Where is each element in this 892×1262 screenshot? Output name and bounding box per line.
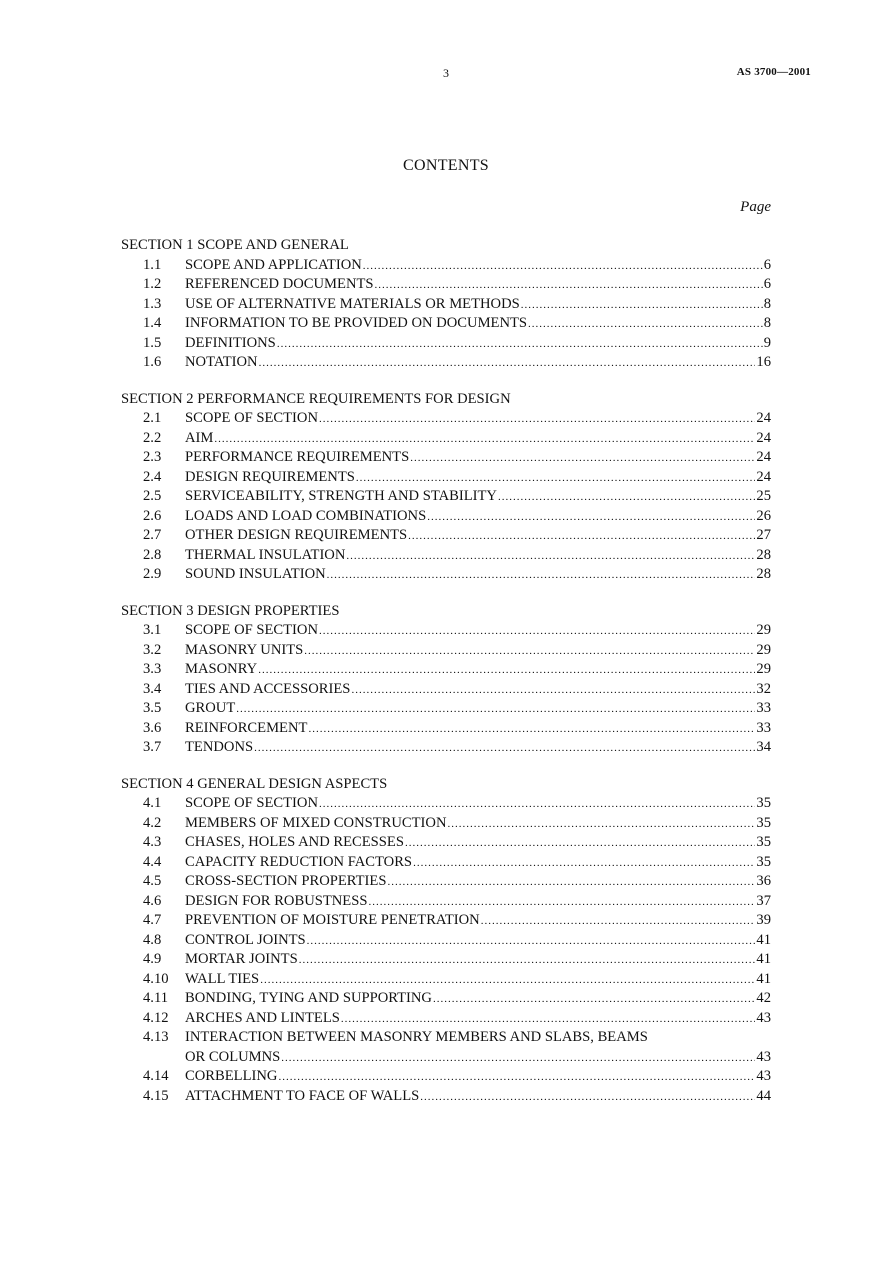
clause-title: REFERENCED DOCUMENTS	[185, 276, 374, 292]
dot-leader	[258, 661, 755, 681]
toc-entry[interactable]	[121, 872, 771, 892]
toc-entry[interactable]	[121, 468, 771, 488]
clause-number: 3.2	[143, 641, 162, 658]
clause-number: 3.4	[143, 680, 162, 697]
clause-title: BONDING, TYING AND SUPPORTING	[185, 990, 432, 1006]
clause-title: WALL TIES	[185, 970, 260, 987]
dot-leader	[427, 508, 755, 528]
clause-title: THERMAL INSULATION	[185, 546, 346, 563]
page-ref: 43	[756, 1048, 771, 1065]
dot-leader	[319, 622, 755, 642]
toc-entry[interactable]	[121, 295, 771, 315]
page-ref: 34	[756, 739, 771, 755]
clause-title: AIM	[185, 429, 214, 446]
clause-title: TIES AND ACCESSORIES	[185, 680, 351, 697]
toc-entry[interactable]	[121, 314, 771, 334]
page-ref: 24	[756, 410, 771, 426]
clause-number: 4.3	[143, 834, 162, 850]
toc-entry[interactable]	[121, 699, 771, 719]
page-ref: 26	[756, 507, 771, 524]
clause-title: SCOPE OF SECTION	[185, 795, 318, 811]
clause-number: 3.6	[143, 719, 162, 736]
clause-number: 1.6	[143, 354, 162, 370]
clause-title: ATTACHMENT TO FACE OF WALLS	[185, 1087, 420, 1104]
dot-leader	[408, 527, 755, 547]
toc-entry[interactable]	[121, 526, 771, 546]
toc-entry[interactable]	[121, 448, 771, 468]
page-ref: 29	[756, 622, 771, 638]
dot-leader	[259, 354, 756, 374]
clause-number: 2.9	[143, 566, 162, 582]
clause-title: MEMBERS OF MIXED CONSTRUCTION	[185, 814, 447, 831]
clause-number: 4.9	[143, 951, 162, 967]
dot-leader	[341, 1010, 756, 1030]
page-column-label: Page	[740, 199, 771, 215]
clause-number: 4.10	[143, 970, 169, 987]
clause-number: 3.5	[143, 700, 162, 716]
clause-number: 4.7	[143, 912, 162, 928]
clause-number: 2.5	[143, 488, 162, 504]
page-ref: 9	[763, 334, 771, 351]
toc-section	[121, 775, 771, 1107]
dot-leader	[254, 739, 755, 759]
toc-entry[interactable]	[121, 409, 771, 429]
clause-number: 4.1	[143, 795, 162, 811]
dot-leader	[281, 1049, 755, 1069]
page-ref: 29	[756, 641, 771, 658]
clause-title: SCOPE AND APPLICATION	[185, 256, 362, 273]
toc-entry[interactable]	[121, 334, 771, 354]
dot-leader	[363, 257, 763, 277]
clause-number: 3.3	[143, 661, 162, 677]
dot-leader	[214, 430, 755, 450]
page-ref: 42	[756, 990, 771, 1006]
dot-leader	[307, 932, 756, 952]
dot-leader	[356, 469, 756, 489]
clause-title: CORBELLING	[185, 1068, 278, 1084]
clause-number: 4.11	[143, 990, 168, 1006]
clause-number: 3.7	[143, 739, 162, 755]
dot-leader	[299, 951, 756, 971]
clause-title: TENDONS	[185, 739, 254, 755]
toc-section	[121, 390, 771, 585]
clause-title: SCOPE OF SECTION	[185, 622, 318, 638]
toc-entry[interactable]	[121, 507, 771, 527]
section-heading: SECTION 4 GENERAL DESIGN ASPECTS	[121, 775, 388, 792]
page-ref: 44	[756, 1087, 771, 1104]
dot-leader	[346, 547, 755, 567]
clause-title: ARCHES AND LINTELS	[185, 1009, 340, 1026]
clause-number: 4.4	[143, 853, 162, 870]
page-ref: 28	[756, 546, 771, 563]
toc-entry[interactable]	[121, 546, 771, 566]
standard-designation: AS 3700—2001	[736, 66, 811, 78]
dot-leader	[433, 990, 755, 1010]
clause-title: MASONRY UNITS	[185, 641, 304, 658]
page-ref: 43	[756, 1068, 771, 1084]
clause-title: GROUT	[185, 700, 236, 716]
clause-title: CONTROL JOINTS	[185, 931, 306, 948]
page-ref: 36	[756, 873, 771, 889]
clause-title: USE OF ALTERNATIVE MATERIALS OR METHODS	[185, 295, 520, 312]
clause-title: DESIGN FOR ROBUSTNESS	[185, 892, 368, 909]
page-ref: 35	[756, 814, 771, 831]
clause-number: 2.1	[143, 410, 162, 426]
page-ref: 16	[756, 354, 771, 370]
clause-number: 4.2	[143, 814, 162, 831]
contents-title: CONTENTS	[403, 157, 489, 174]
section-heading: SECTION 1 SCOPE AND GENERAL	[121, 237, 349, 253]
toc-entry[interactable]	[121, 1009, 771, 1029]
clause-number: 2.3	[143, 449, 162, 465]
toc-entry[interactable]	[121, 931, 771, 951]
clause-title: NOTATION	[185, 354, 258, 370]
page-ref: 37	[756, 892, 771, 909]
dot-leader	[420, 1088, 755, 1108]
page-ref: 43	[756, 1009, 771, 1026]
page-ref: 32	[756, 680, 771, 697]
page-ref: 29	[756, 661, 771, 677]
toc-entry[interactable]	[121, 641, 771, 661]
toc-entry[interactable]	[121, 1028, 771, 1067]
clause-title: PREVENTION OF MOISTURE PENETRATION	[185, 912, 480, 928]
page-ref: 35	[756, 834, 771, 850]
dot-leader	[368, 893, 755, 913]
toc-entry[interactable]	[121, 1087, 771, 1107]
dot-leader	[498, 488, 755, 508]
clause-title: DESIGN REQUIREMENTS	[185, 468, 355, 485]
toc-entry[interactable]	[121, 660, 771, 680]
clause-title: PERFORMANCE REQUIREMENTS	[185, 449, 410, 465]
dot-leader	[387, 873, 755, 893]
dot-leader	[448, 815, 756, 835]
dot-leader	[410, 449, 755, 469]
toc-entry[interactable]	[121, 487, 771, 507]
page-ref: 35	[756, 795, 771, 811]
clause-title: MASONRY	[185, 661, 258, 677]
dot-leader	[528, 315, 763, 335]
page-ref: 6	[763, 256, 771, 273]
section-heading: SECTION 2 PERFORMANCE REQUIREMENTS FOR DESIGN	[121, 390, 511, 407]
page-ref: 6	[763, 276, 771, 292]
dot-leader	[405, 834, 755, 854]
clause-title: DEFINITIONS	[185, 334, 276, 351]
dot-leader	[319, 795, 755, 815]
toc-entry[interactable]	[121, 429, 771, 449]
clause-title: CROSS-SECTION PROPERTIES	[185, 873, 387, 889]
page-ref: 41	[756, 931, 771, 948]
clause-number: 2.4	[143, 468, 162, 485]
dot-leader	[278, 1068, 755, 1088]
page-ref: 39	[756, 912, 771, 928]
toc-entry[interactable]	[121, 853, 771, 873]
clause-number: 4.5	[143, 873, 162, 889]
dot-leader	[236, 700, 755, 720]
clause-number: 2.8	[143, 546, 162, 563]
page-ref: 35	[756, 853, 771, 870]
dot-leader	[413, 854, 755, 874]
clause-title: CAPACITY REDUCTION FACTORS	[185, 853, 413, 870]
clause-title: REINFORCEMENT	[185, 719, 308, 736]
clause-title: OR COLUMNS	[185, 1048, 281, 1065]
toc-section	[121, 602, 771, 758]
toc-entry[interactable]	[121, 275, 771, 295]
clause-number: 1.2	[143, 276, 162, 292]
page-ref: 24	[756, 429, 771, 446]
page-ref: 25	[756, 488, 771, 504]
toc-entry[interactable]	[121, 621, 771, 641]
clause-title: INFORMATION TO BE PROVIDED ON DOCUMENTS	[185, 315, 528, 331]
page-ref: 28	[756, 566, 771, 582]
dot-leader	[481, 912, 756, 932]
toc-entry[interactable]	[121, 719, 771, 739]
section-heading: SECTION 3 DESIGN PROPERTIES	[121, 602, 340, 619]
clause-title: LOADS AND LOAD COMBINATIONS	[185, 507, 427, 524]
toc-entry[interactable]	[121, 794, 771, 814]
page-number: 3	[443, 66, 449, 80]
dot-leader	[327, 566, 756, 586]
toc-entry[interactable]	[121, 565, 771, 585]
page-ref: 24	[756, 449, 771, 465]
clause-title: MORTAR JOINTS	[185, 951, 298, 967]
toc-entry[interactable]	[121, 256, 771, 276]
toc-entry[interactable]	[121, 738, 771, 758]
clause-title: SOUND INSULATION	[185, 566, 326, 582]
dot-leader	[277, 335, 763, 355]
dot-leader	[304, 642, 755, 662]
clause-number: 4.13	[143, 1029, 169, 1045]
toc-entry[interactable]	[121, 989, 771, 1009]
clause-number: 1.5	[143, 334, 162, 351]
clause-title: INTERACTION BETWEEN MASONRY MEMBERS AND SLABS, BEAMS	[185, 1029, 648, 1045]
toc-entry[interactable]	[121, 353, 771, 373]
page-ref: 41	[756, 951, 771, 967]
page-ref: 27	[756, 527, 771, 543]
toc-entry[interactable]	[121, 892, 771, 912]
toc-entry[interactable]	[121, 911, 771, 931]
page-ref: 41	[756, 970, 771, 987]
table-of-contents	[121, 236, 771, 1123]
clause-title: OTHER DESIGN REQUIREMENTS	[185, 527, 408, 543]
clause-number: 4.8	[143, 931, 162, 948]
clause-number: 4.6	[143, 892, 162, 909]
page-ref: 24	[756, 468, 771, 485]
clause-number: 4.12	[143, 1009, 169, 1026]
toc-entry[interactable]	[121, 680, 771, 700]
dot-leader	[521, 296, 763, 316]
toc-entry[interactable]	[121, 814, 771, 834]
clause-number: 2.6	[143, 507, 162, 524]
clause-number: 1.4	[143, 315, 162, 331]
clause-number: 2.2	[143, 429, 162, 446]
dot-leader	[319, 410, 755, 430]
clause-number: 2.7	[143, 527, 162, 543]
page-ref: 33	[756, 700, 771, 716]
clause-number: 4.14	[143, 1068, 169, 1084]
dot-leader	[351, 681, 755, 701]
clause-title: SCOPE OF SECTION	[185, 410, 318, 426]
toc-section	[121, 236, 771, 373]
toc-entry[interactable]	[121, 950, 771, 970]
page-ref: 8	[763, 315, 771, 331]
clause-number: 4.15	[143, 1087, 169, 1104]
clause-number: 1.1	[143, 256, 162, 273]
clause-title: SERVICEABILITY, STRENGTH AND STABILITY	[185, 488, 497, 504]
page-ref: 33	[756, 719, 771, 736]
toc-entry[interactable]	[121, 970, 771, 990]
dot-leader	[308, 720, 755, 740]
page-ref: 8	[763, 295, 771, 312]
clause-number: 1.3	[143, 295, 162, 312]
toc-entry[interactable]	[121, 1067, 771, 1087]
clause-title: CHASES, HOLES AND RECESSES	[185, 834, 404, 850]
clause-number: 3.1	[143, 622, 162, 638]
dot-leader	[260, 971, 755, 991]
toc-entry[interactable]	[121, 833, 771, 853]
dot-leader	[375, 276, 763, 296]
